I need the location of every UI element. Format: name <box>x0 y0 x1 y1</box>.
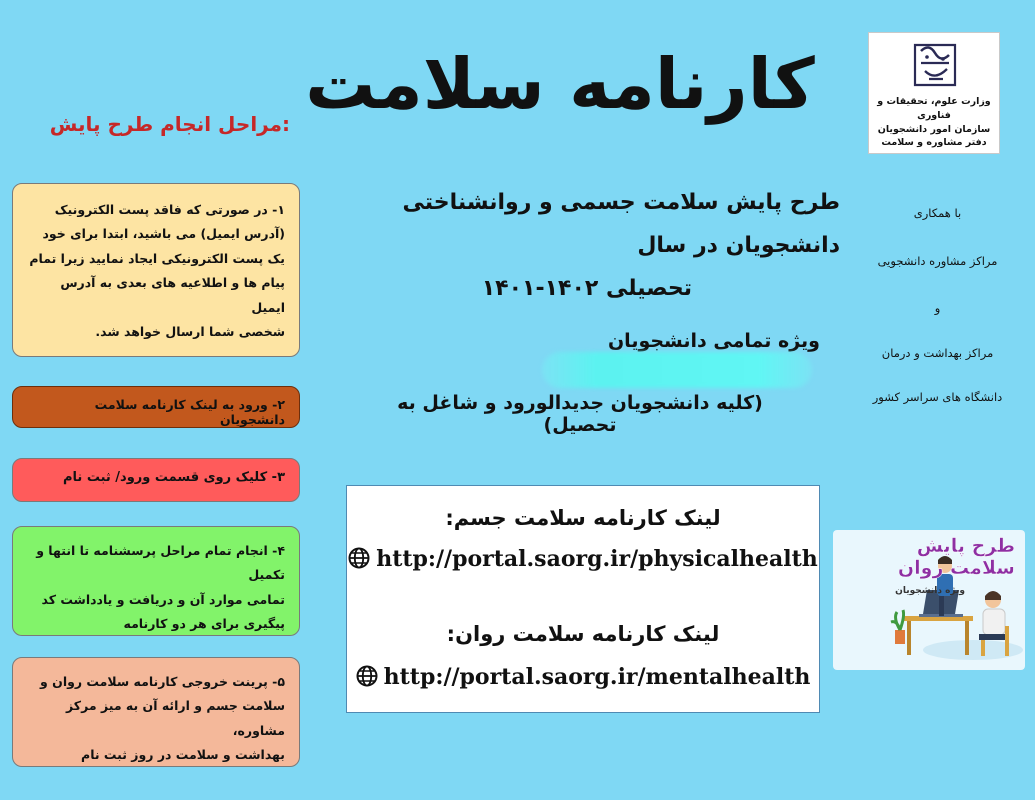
step-4-card <box>12 526 300 636</box>
mental-health-link[interactable] <box>347 664 819 690</box>
logo-line-ministry: وزارت علوم، تحقیقات و فناوری <box>877 96 991 121</box>
step-3-line: ۳- کلیک روی قسمت ورود/ ثبت نام <box>63 470 285 485</box>
cooperation-label: با همکاری <box>913 206 962 220</box>
redacted-highlight <box>542 352 812 388</box>
target-subtitle: (کلیه دانشجویان جدیدالورود و شاغل به تحصیل) <box>397 392 763 436</box>
step-3-card <box>12 458 300 502</box>
ministry-logo <box>868 32 1000 154</box>
step-1-line: ۱- در صورتی که فاقد پست الکترونیک <box>54 202 285 217</box>
promo-title <box>898 536 1015 580</box>
step-2-card <box>12 386 300 428</box>
heading-line-2: تحصیلی ۱۴۰۲-۱۴۰۱ <box>481 275 692 301</box>
step-5-line: ۵- پرینت خروجی کارنامه سلامت روان و <box>40 674 285 689</box>
links-panel <box>346 485 820 713</box>
cooperation-org-counseling: مراکز مشاوره دانشجویی <box>877 254 998 268</box>
step-2-line: ۲- ورود به لینک کارنامه سلامت دانشجویان <box>94 397 285 427</box>
promo-image <box>833 530 1025 670</box>
step-1-line: یک پست الکترونیکی ایجاد نمایید زیرا تمام <box>29 250 285 266</box>
promo-subtitle: ویژه دانشجویان <box>895 586 965 596</box>
step-1-line: پیام ها و اطلاعیه های بعدی به آدرس ایمیل <box>60 275 285 315</box>
step-1-line: شخصی شما ارسال خواهد شد. <box>95 323 285 339</box>
step-1-line: (آدرس ایمیل) می باشید، ابتدا برای خود <box>42 226 285 242</box>
step-4-line: پیگیری برای هر دو کارنامه <box>123 616 285 632</box>
step-4-line: تمامی موارد آن و دریافت و یادداشت کد <box>41 591 285 607</box>
steps-title: مراحل انجام طرح پایش: <box>49 112 290 136</box>
heading-line-1: طرح پایش سلامت جسمی و روانشناختی دانشجویان در سال <box>402 190 840 258</box>
globe-icon <box>356 665 378 687</box>
logo-line-organization: سازمان امور دانشجویان <box>877 123 991 135</box>
promo-title-line-1: طرح پایش <box>916 535 1015 557</box>
logo-line-office: دفتر مشاوره و سلامت <box>881 137 987 149</box>
emblem-icon <box>907 37 963 93</box>
mental-health-link-title: لینک کارنامه سلامت روان: <box>446 622 720 646</box>
program-heading <box>340 182 840 311</box>
step-5-line: سلامت جسم و ارائه آن به میز مرکز مشاوره، <box>66 698 285 738</box>
page-title: کارنامه سلامت <box>305 43 815 125</box>
target-text: ویژه تمامی دانشجویان <box>607 330 820 352</box>
step-5-card <box>12 657 300 767</box>
promo-title-line-2: سلامت روان <box>897 556 1015 579</box>
physical-health-link[interactable] <box>347 546 819 572</box>
physical-health-link-title: لینک کارنامه سلامت جسم: <box>445 506 721 530</box>
globe-icon <box>348 547 370 569</box>
step-4-line: ۴- انجام تمام مراحل پرسشنامه تا انتها و تکمیل <box>36 543 285 583</box>
target-audience <box>340 330 820 388</box>
physical-health-url[interactable]: http://portal.saorg.ir/physicalhealth <box>376 546 818 572</box>
cooperation-org-universities: دانشگاه های سراسر کشور <box>872 390 1003 404</box>
mental-health-url[interactable]: http://portal.saorg.ir/mentalhealth <box>383 664 811 690</box>
step-1-card <box>12 183 300 357</box>
step-5-line: بهداشت و سلامت در روز ثبت نام <box>81 747 285 763</box>
cooperation-org-health: مراکز بهداشت و درمان <box>881 346 994 360</box>
cooperation-and: و <box>934 301 941 315</box>
